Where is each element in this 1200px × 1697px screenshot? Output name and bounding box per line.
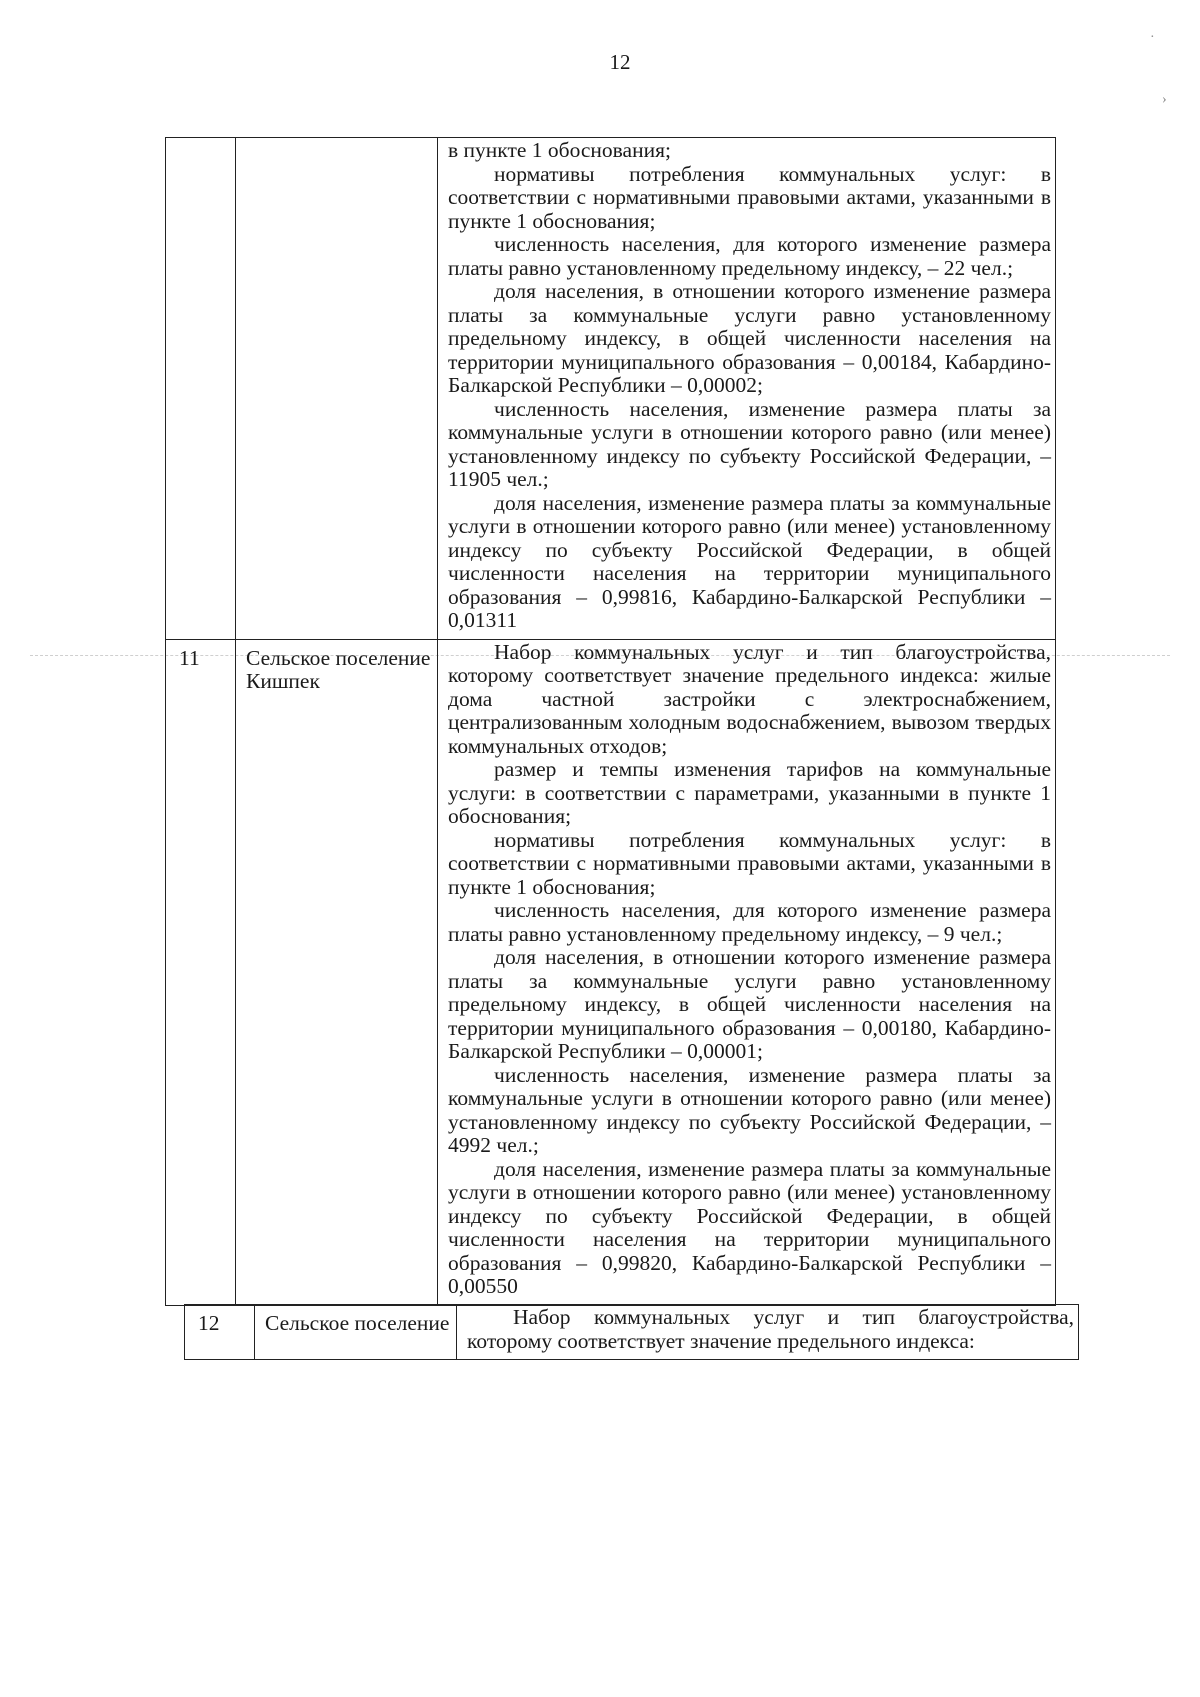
justification-paragraph: Набор коммунальных услуг и тип благоустройства, которому соответствует значение предельного индекса: жилые дома частной застройки с электроснабжением, централизованным холодным водоснабжением, вывозом твердых коммунальных отходов; <box>448 639 1051 758</box>
indicator-table-continued <box>184 1304 1079 1360</box>
justification-text-cell <box>457 1305 1079 1360</box>
page-number: 12 <box>609 50 631 74</box>
justification-text-cell <box>438 138 1056 640</box>
justification-paragraph: в пункте 1 обоснования; <box>448 138 671 162</box>
municipality-name-cell <box>236 138 438 640</box>
justification-paragraph: нормативы потребления коммунальных услуг: в соответствии с нормативными правовыми актами, указанными в пункте 1 обоснования; <box>448 827 1051 899</box>
row-number-cell: 11 <box>166 639 236 1305</box>
scan-speck: › <box>1162 92 1167 107</box>
justification-paragraph: размер и темпы изменения тарифов на коммунальные услуги: в соответствии с параметрами, указанными в пункте 1 обоснования; <box>448 757 1051 828</box>
justification-paragraph: численность населения, изменение размера платы за коммунальные услуги в отношении которого равно (или менее) установленному индексу по субъекту Российской Федерации, – 11905 чел.; <box>448 396 1051 491</box>
justification-paragraph: нормативы потребления коммунальных услуг: в соответствии с нормативными правовыми актами, указанными в пункте 1 обоснования; <box>448 161 1051 233</box>
justification-paragraph: Набор коммунальных услуг и тип благоустройства, которому соответствует значение предельного индекса: <box>467 1305 1074 1353</box>
table-row <box>185 1305 1079 1360</box>
row-number-cell <box>166 138 236 640</box>
scan-speck: · <box>1150 30 1155 45</box>
justification-text-cell <box>438 639 1056 1305</box>
municipality-name-cell: Сельское поселение Кишпек <box>236 639 438 1305</box>
justification-paragraph: доля населения, в отношении которого изменение размера платы за коммунальные услуги равно установленному предельному индексу, в общей численности населения на территории муниципального образования – 0,00184, Кабардино-Балкарской Республики – 0,00002; <box>448 279 1051 397</box>
municipality-name-cell: Сельское поселение <box>255 1305 457 1360</box>
justification-paragraph: доля населения, изменение размера платы за коммунальные услуги в отношении которого равно (или менее) установленному индексу по субъекту Российской Федерации, в общей численности населения на территории муниципального образования – 0,99816, Кабардино-Балкарской Республики – 0,01311 <box>448 490 1051 632</box>
indicator-table <box>165 137 1056 1306</box>
table-row <box>166 138 1056 640</box>
justification-paragraph: доля населения, изменение размера платы за коммунальные услуги в отношении которого равно (или менее) установленному индексу по субъекту Российской Федерации, в общей численности населения на территории муниципального образования – 0,99820, Кабардино-Балкарской Республики – 0,00550 <box>448 1156 1051 1298</box>
row-number-cell: 12 <box>185 1305 255 1360</box>
justification-paragraph: численность населения, для которого изменение размера платы равно установленному предельному индексу, – 9 чел.; <box>448 898 1051 946</box>
justification-paragraph: численность населения, для которого изменение размера платы равно установленному предельному индексу, – 22 чел.; <box>448 232 1051 280</box>
table-row <box>166 639 1056 1305</box>
justification-paragraph: численность населения, изменение размера платы за коммунальные услуги в отношении которого равно (или менее) установленному индексу по субъекту Российской Федерации, – 4992 чел.; <box>448 1062 1051 1157</box>
justification-paragraph: доля населения, в отношении которого изменение размера платы за коммунальные услуги равно установленному предельному индексу, в общей численности населения на территории муниципального образования – 0,00180, Кабардино-Балкарской Республики – 0,00001; <box>448 945 1051 1063</box>
